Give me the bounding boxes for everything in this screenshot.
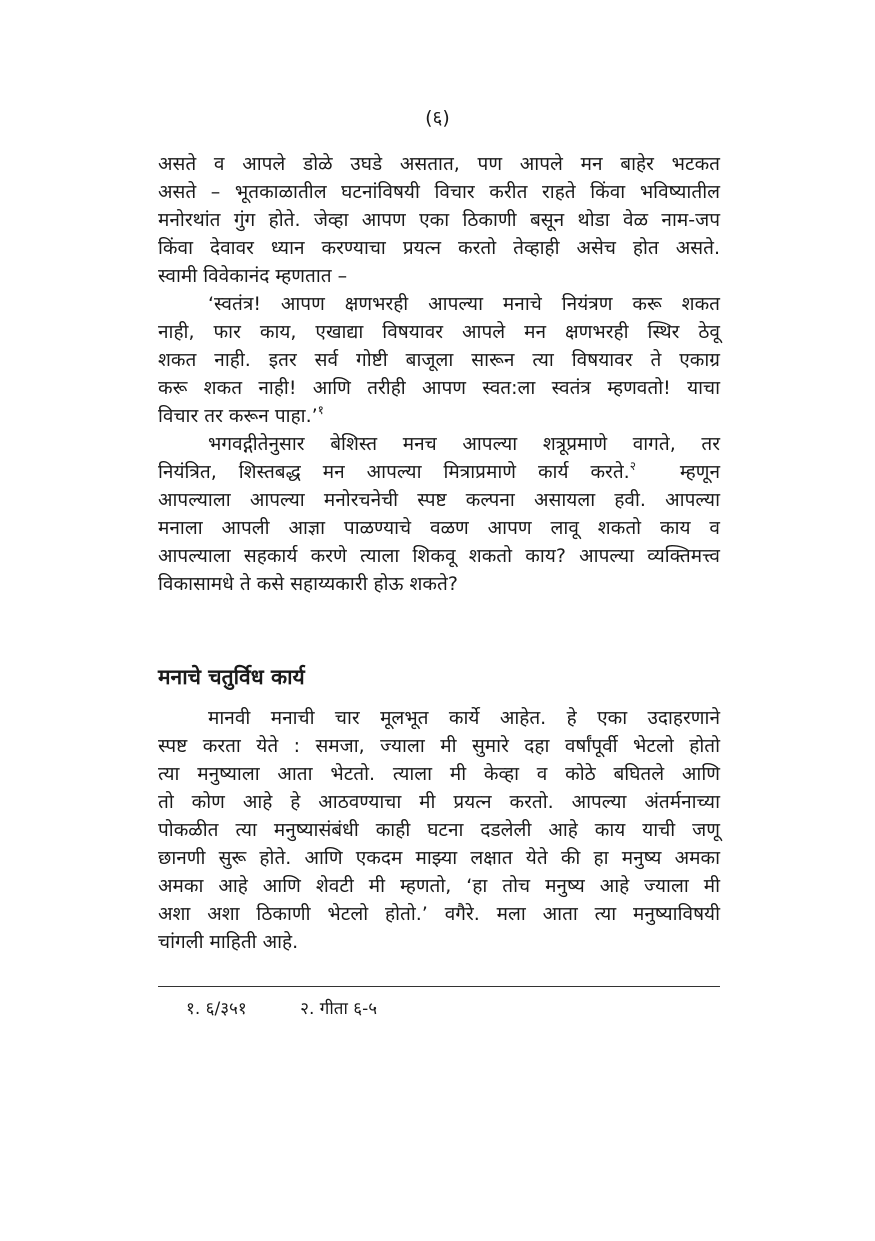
body-text-section (158, 704, 720, 956)
text-line: आपल्याला सहकार्य करणे त्याला शिकवू शकतो काय? आपल्या व्यक्तिमत्त्व (158, 545, 720, 567)
text-line: स्पष्ट करता येते : समजा, ज्याला मी सुमारे दहा वर्षांपूर्वी भेटलो होतो (158, 735, 720, 757)
text-line: विकासामधे ते कसे सहाय्यकारी होऊ शकते? (158, 573, 458, 595)
text-line: विचार तर करून पाहा.’ (158, 405, 318, 427)
text-line: पोकळीत त्या मनुष्यासंबंधी काही घटना दडलेली आहे काय याची जणू (158, 819, 720, 841)
section-heading: मनाचे चतुर्विध कार्य (158, 665, 305, 689)
text-line: अशा अशा ठिकाणी भेटलो होतो.’ वगैरे. मला आता त्या मनुष्याविषयी (158, 903, 720, 925)
text-line: असते – भूतकाळातील घटनांविषयी विचार करीत राहते किंवा भविष्यातील (158, 181, 720, 203)
paragraph-3 (158, 430, 720, 598)
text-line: मनाला आपली आज्ञा पाळण्याचे वळण आपण लावू शकतो काय व (158, 517, 720, 539)
paragraph-1 (158, 150, 720, 290)
text-line: स्वामी विवेकानंद म्हणतात – (158, 265, 348, 287)
text-line: अमका आहे आणि शेवटी मी म्हणतो, ‘हा तोच मनुष्य आहे ज्याला मी (158, 875, 720, 897)
footnote-divider (158, 986, 720, 987)
page-number: (६) (425, 107, 450, 129)
text-line: नियंत्रित, शिस्तबद्ध मन आपल्या मित्राप्रमाणे कार्य करते. (158, 461, 630, 483)
footnote-1: १. ६/३५१ (186, 999, 247, 1019)
text-line: आपल्याला आपल्या मनोरचनेची स्पष्ट कल्पना असायला हवी. आपल्या (158, 489, 720, 511)
text-line: किंवा देवावर ध्यान करण्याचा प्रयत्न करतो तेव्हाही असेच होत असते. (158, 237, 720, 259)
text-line-with-ref (158, 458, 720, 486)
footnote-ref-1[interactable]: १ (317, 403, 324, 417)
footnote-ref-2[interactable]: २ (629, 459, 636, 473)
text-line: करू शकत नाही! आणि तरीही आपण स्वत:ला स्वतंत्र म्हणवतो! याचा (158, 377, 720, 399)
paragraph-2-quote (158, 290, 720, 430)
text-line: त्या मनुष्याला आता भेटतो. त्याला मी केव्हा व कोठे बघितले आणि (158, 763, 720, 785)
footnotes (186, 996, 425, 1019)
text-line-with-ref (158, 402, 720, 430)
text-line: ‘स्वतंत्र! आपण क्षणभरही आपल्या मनाचे नियंत्रण करू शकत (208, 293, 720, 315)
text-line: नाही, फार काय, एखाद्या विषयावर आपले मन क्षणभरही स्थिर ठेवू (158, 321, 720, 343)
footnote-2: २. गीता ६-५ (300, 999, 378, 1019)
text-line: मानवी मनाची चार मूलभूत कार्ये आहेत. हे एका उदाहरणाने (208, 707, 720, 729)
text-line: भगवद्गीतेनुसार बेशिस्त मनच आपल्या शत्रूप्रमाणे वागते, तर (208, 433, 720, 455)
body-text-top (158, 150, 720, 598)
text-line: मनोरथांत गुंग होते. जेव्हा आपण एका ठिकाणी बसून थोडा वेळ नाम-जप (158, 209, 720, 231)
text-line: असते व आपले डोळे उघडे असतात, पण आपले मन बाहेर भटकत (158, 153, 720, 175)
text-line: शकत नाही. इतर सर्व गोष्टी बाजूला सारून त्या विषयावर ते एकाग्र (158, 349, 720, 371)
text-line: चांगली माहिती आहे. (158, 931, 299, 953)
text-word: म्हणून (679, 461, 720, 483)
text-line: तो कोण आहे हे आठवण्याचा मी प्रयत्न करतो. आपल्या अंतर्मनाच्या (158, 791, 720, 813)
text-line: छानणी सुरू होते. आणि एकदम माझ्या लक्षात येते की हा मनुष्य अमका (158, 847, 720, 869)
section-paragraph (158, 704, 720, 956)
